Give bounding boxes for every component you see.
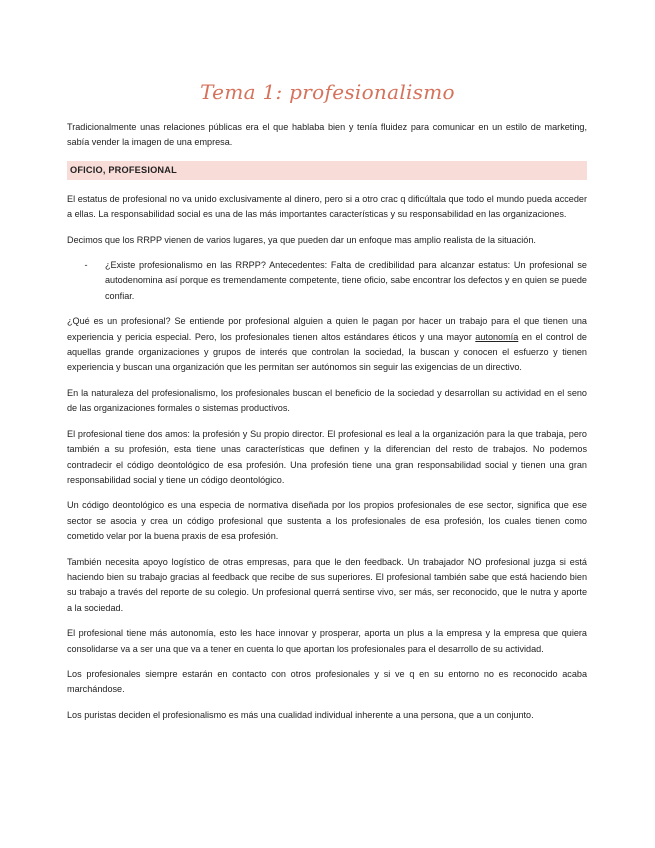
- section-heading: [67, 161, 587, 180]
- list-item: [67, 258, 587, 304]
- paragraph-puristas: Los puristas deciden el profesionalismo es más una cualidad individual inherente a una persona, que a un conjunto.: [67, 709, 534, 720]
- underlined-word: autonomía: [475, 331, 519, 342]
- paragraph-autonomia: El profesional tiene más autonomía, esto les hace innovar y prosperar, aporta un plus a la empresa y la empresa que quiera consolidarse va a ser una que va a tener en cuenta lo que aportan los profesionales para el desarrollo de su actividad.: [67, 628, 587, 654]
- paragraph-rrpp-lugares: Decimos que los RRPP vienen de varios lugares, ya que pueden dar un enfoque mas amplio realista de la situación.: [67, 234, 536, 245]
- paragraph-que-es-profesional: [67, 314, 587, 376]
- bullet-text: ¿Existe profesionalismo en las RRPP? Antecedentes: Falta de credibilidad para alcanzar estatus: Un profesional se autodenomina así porque es tremendamente competente, tiene oficio, sabe encontrar los defectos y en quien se puede confiar.: [105, 260, 587, 301]
- paragraph-codigo-deontologico: Un código deontológico es una especia de normativa diseñada por los propios profesionales de ese sector, significa que ese sector se asocia y crea un código profesional que sustenta a los profesionales de esa profesión, los cuales tienen como cometido velar por la buena praxis de esa profesión.: [67, 500, 587, 542]
- paragraph-estatus: El estatus de profesional no va unido exclusivamente al dinero, pero si a otro crac q dificúltala que todo el mundo pueda acceder a ellas. La responsabilidad social es una de las más importantes características y su responsabilidad en las organizaciones.: [67, 193, 587, 220]
- intro-paragraph: Tradicionalmente unas relaciones públicas era el que hablaba bien y tenía fluidez para comunicar en un estilo de marketing, sabía vender la imagen de una empresa.: [67, 122, 587, 148]
- document-body: [67, 120, 587, 733]
- paragraph-text-part: en el control de aquellas grande organizaciones y grupos de interés que controlan la sociedad, la buscan y conocen el esfuerzo y tienen experiencia y buscan una organización que les permitan ser autónomos sin seguir las exigencias de un directivo.: [67, 331, 587, 373]
- paragraph-dos-amos: El profesional tiene dos amos: la profesión y Su propio director. El profesional es leal a la organización para la que trabaja, pero también a su profesión, esta tiene unas características que definen y la diferencian del resto de trabajos. No podemos contradecir el código deontológico de esa profesión. Una profesión tiene una gran responsabilidad social y tienen una gran responsabilidad social y tiene un código deontológico.: [67, 428, 587, 485]
- paragraph-contacto: Los profesionales siempre estarán en contacto con otros profesionales y si ve q en su entorno no es reconocido acaba marchándose.: [67, 668, 587, 695]
- paragraph-feedback: También necesita apoyo logístico de otras empresas, para que le den feedback. Un trabajador NO profesional juzga si está haciendo bien su trabajo gracias al feedback que recibe de sus superiores. El profesional también sabe que está haciendo bien su trabajo a través del reporte de su colegio. Un profesional querrá sentirse vivo, ser más, ser reconocido, que le nutra y aporte a la sociedad.: [67, 556, 587, 613]
- section-heading-label: OFICIO, PROFESIONAL: [70, 164, 177, 175]
- paragraph-text-part: ¿Qué es un profesional? Se entiende por profesional alguien a quien le pagan por hacer un trabajo para el que tienen una experiencia y pericia especial. Pero, los profesionales tienen altos estándares éticos y una mayor: [67, 316, 587, 342]
- paragraph-naturaleza: En la naturaleza del profesionalismo, los profesionales buscan el beneficio de la sociedad y desarrollan su actividad en el seno de las organizaciones formales o sistemas productivos.: [67, 387, 587, 414]
- bullet-dash: -: [84, 260, 88, 271]
- page-title: Tema 1: profesionalismo: [200, 80, 455, 104]
